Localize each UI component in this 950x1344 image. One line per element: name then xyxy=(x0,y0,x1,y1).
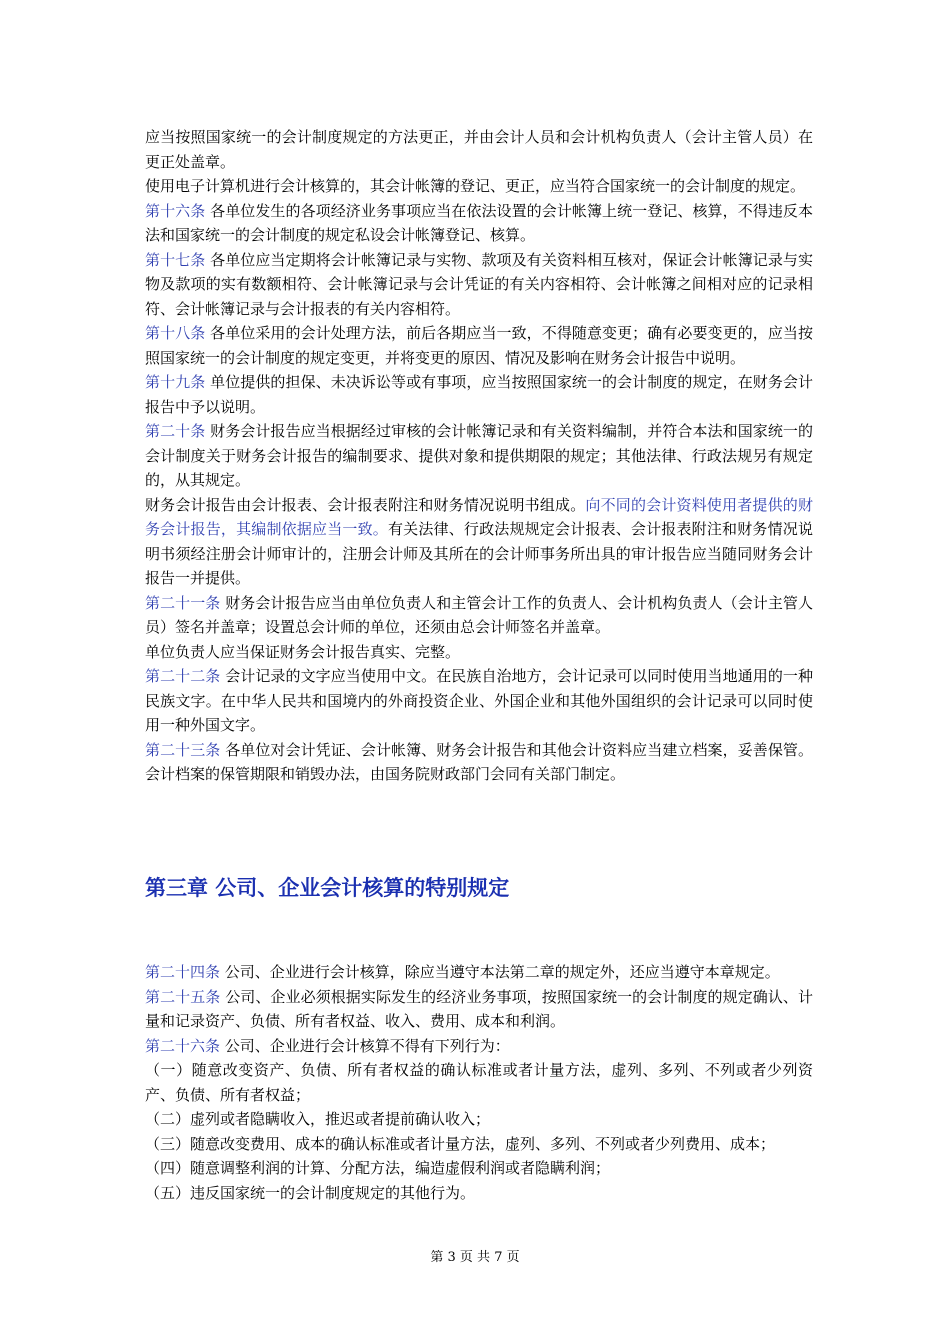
page-footer: 第 3 页 共 7 页 xyxy=(430,1250,520,1265)
article-24 xyxy=(145,960,813,985)
list-item xyxy=(145,1156,813,1181)
article-label: 第二十一条 xyxy=(145,593,221,612)
article-text: 单位提供的担保、未决诉讼等或有事项，应当按照国家统一的会计制度的规定，在财务会计报告中予以说明。 xyxy=(145,373,813,416)
paragraph-text: 财务会计报告由会计报表、会计报表附注和财务情况说明书组成。 xyxy=(145,495,586,514)
article-25 xyxy=(145,985,813,1034)
paragraph-report-composition xyxy=(145,493,813,591)
article-label: 第二十六条 xyxy=(145,1036,221,1055)
article-20 xyxy=(145,419,813,493)
list-item xyxy=(145,1181,813,1206)
paragraph-text: 使用电子计算机进行会计核算的，其会计帐簿的登记、更正，应当符合国家统一的会计制度的规定。 xyxy=(145,177,806,195)
list-item-text: （五）违反国家统一的会计制度规定的其他行为。 xyxy=(145,1183,476,1202)
article-label: 第二十二条 xyxy=(145,667,221,685)
article-text: 财务会计报告应当根据经过审核的会计帐簿记录和有关资料编制，并符合本法和国家统一的会计制度关于财务会计报告的编制要求、提供对象和提供期限的规定；其他法律、行政法规另有规定的，从其规定。 xyxy=(145,422,813,489)
article-19 xyxy=(145,370,813,419)
article-label: 第十九条 xyxy=(145,373,206,391)
article-text: 各单位应当定期将会计帐簿记录与实物、款项及有关资料相互核对，保证会计帐簿记录与实物及款项的实有数额相符、会计帐簿记录与会计凭证的有关内容相符、会计帐簿之间相对应的记录相符、会计帐簿记录与会计报表的有关内容相符。 xyxy=(145,250,813,318)
article-23 xyxy=(145,738,813,787)
article-text: 公司、企业必须根据实际发生的经济业务事项，按照国家统一的会计制度的规定确认、计量和记录资产、负债、所有者权益、收入、费用、成本和利润。 xyxy=(145,987,813,1030)
article-label: 第十八条 xyxy=(145,324,206,342)
article-text: 公司、企业进行会计核算，除应当遵守本法第二章的规定外，还应当遵守本章规定。 xyxy=(220,963,780,981)
article-text: 会计记录的文字应当使用中文。在民族自治地方，会计记录可以同时使用当地通用的一种民族文字。在中华人民共和国境内的外商投资企业、外国企业和其他外国组织的会计记录可以同时使用一种外国文字。 xyxy=(145,667,813,734)
article-label: 第十七条 xyxy=(145,250,206,269)
highlighted-text: 向不同的会计资料使用者提供的财务会计报告，其编制依据应当一致。 xyxy=(145,495,813,538)
article-label: 第二十条 xyxy=(145,422,206,440)
list-item-text: （一）随意改变资产、负债、所有者权益的确认标准或者计量方法，虚列、多列、不列或者少列资产、负债、所有者权益； xyxy=(145,1061,813,1104)
article-18 xyxy=(145,321,813,370)
list-item xyxy=(145,1107,813,1132)
article-label: 第二十三条 xyxy=(145,740,221,759)
article-text: 各单位采用的会计处理方法，前后各期应当一致，不得随意变更；确有必要变更的，应当按照国家统一的会计制度的规定变更，并将变更的原因、情况及影响在财务会计报告中说明。 xyxy=(145,324,813,367)
list-item-text: （四）随意调整利润的计算、分配方法，编造虚假利润或者隐瞒利润； xyxy=(145,1159,611,1177)
list-item xyxy=(145,1132,813,1157)
article-text: 各单位对会计凭证、会计帐簿、财务会计报告和其他会计资料应当建立档案，妥善保管。会计档案的保管期限和销毁办法，由国务院财政部门会同有关部门制定。 xyxy=(145,740,813,783)
paragraph xyxy=(145,640,813,665)
list-item-text: （三）随意改变费用、成本的确认标准或者计量方法，虚列、多列、不列或者少列费用、成本； xyxy=(145,1134,776,1153)
article-text: 财务会计报告应当由单位负责人和主管会计工作的负责人、会计机构负责人（会计主管人员）签名并盖章；设置总会计师的单位，还须由总会计师签名并盖章。 xyxy=(145,593,813,636)
paragraph-text: 应当按照国家统一的会计制度规定的方法更正，并由会计人员和会计机构负责人（会计主管人员）在更正处盖章。 xyxy=(145,128,813,171)
article-text: 公司、企业进行会计核算不得有下列行为： xyxy=(220,1036,510,1055)
article-label: 第二十四条 xyxy=(145,963,221,981)
article-17 xyxy=(145,248,813,322)
article-label: 第二十五条 xyxy=(145,987,221,1006)
section-body-lower xyxy=(145,960,813,1205)
article-22 xyxy=(145,664,813,738)
article-16 xyxy=(145,199,813,248)
article-text: 各单位发生的各项经济业务事项应当在依法设置的会计帐簿上统一登记、核算，不得违反本法和国家统一的会计制度的规定私设会计帐簿登记、核算。 xyxy=(145,201,813,244)
list-item xyxy=(145,1058,813,1107)
paragraph-text: 单位负责人应当保证财务会计报告真实、完整。 xyxy=(145,642,461,661)
paragraph-text-after: 有关法律、行政法规规定会计报表、会计报表附注和财务情况说明书须经注册会计师审计的，注册会计师及其所在的会计师事务所出具的审计报告应当随同财务会计报告一并提供。 xyxy=(145,520,813,587)
paragraph xyxy=(145,174,813,199)
article-26 xyxy=(145,1034,813,1059)
article-21 xyxy=(145,591,813,640)
paragraph xyxy=(145,125,813,174)
article-label: 第十六条 xyxy=(145,201,206,220)
chapter-heading: 第三章 公司、企业会计核算的特别规定 xyxy=(145,876,510,900)
section-body-upper xyxy=(145,125,813,787)
list-item-text: （二）虚列或者隐瞒收入，推迟或者提前确认收入； xyxy=(145,1110,491,1128)
